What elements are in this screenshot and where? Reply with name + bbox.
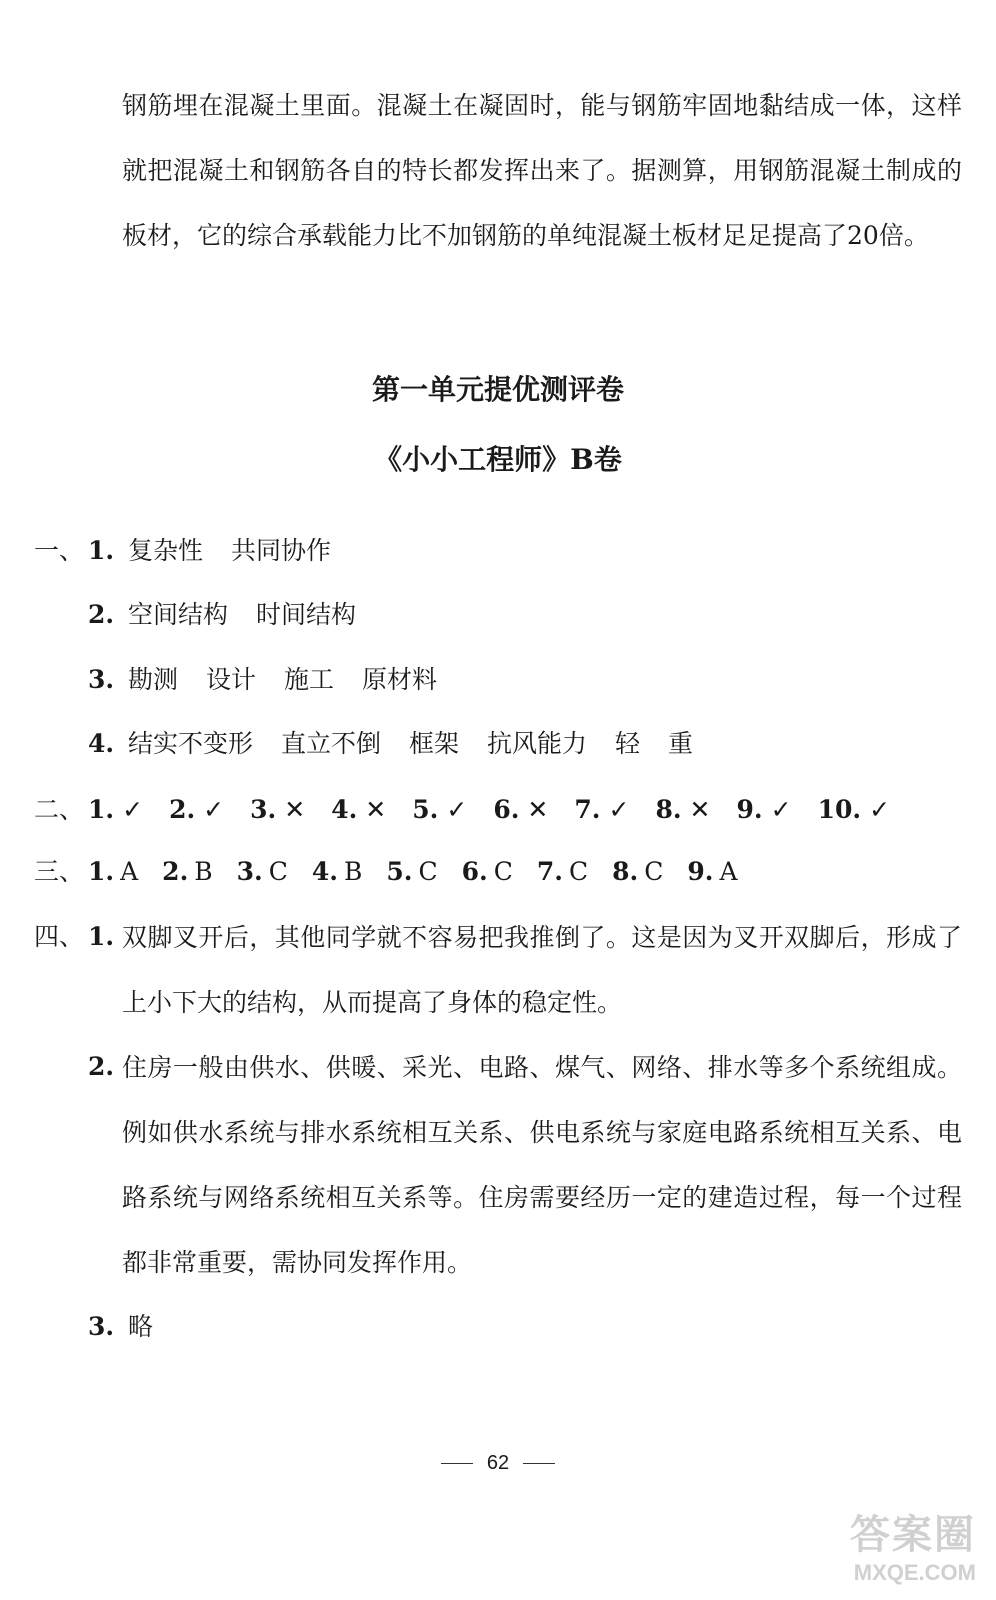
check-mark-icon: ✓	[122, 795, 144, 824]
answer: 轻	[615, 729, 641, 758]
watermark-logo: 答案圈 MXQE.COM	[850, 1513, 976, 1585]
s2-row	[34, 793, 974, 827]
answer: 共同协作	[230, 536, 331, 565]
answer: 空间结构	[127, 600, 228, 629]
check-mark-icon: ✓	[869, 795, 891, 824]
mc-item: 8. C	[612, 857, 664, 886]
item-number: 1.	[88, 922, 115, 951]
tf-item: 4. ✕	[331, 795, 387, 824]
answer: 复杂性	[127, 536, 203, 565]
answer: 原材料	[362, 665, 438, 694]
page-subtitle: 《小小工程师》B卷	[374, 443, 622, 476]
s1-item-3	[34, 663, 974, 697]
check-mark-icon: ✓	[770, 795, 792, 824]
s4-item-1-text: 双脚叉开后，其他同学就不容易把我推倒了。这是因为叉开双脚后，形成了上小下大的结构，从而提高了身体的稳定性。	[122, 923, 962, 1017]
answer: 直立不倒	[280, 729, 381, 758]
mc-item: 3. C	[236, 857, 288, 886]
s1-item-4	[34, 727, 974, 761]
item-number: 3.	[88, 1312, 115, 1341]
item-number: 3.	[88, 665, 115, 694]
s4-item-3	[34, 1310, 974, 1344]
tf-item: 3. ✕	[250, 795, 306, 824]
answer: 结实不变形	[127, 729, 253, 758]
mc-item: 6. C	[461, 857, 513, 886]
answer: 勘测	[127, 665, 178, 694]
tf-item: 9. ✓	[736, 795, 792, 824]
item-number: 1.	[88, 536, 115, 565]
cross-mark-icon: ✕	[527, 795, 549, 824]
s3-row	[34, 855, 974, 889]
mc-item: 9. A	[687, 857, 738, 886]
mc-item: 7. C	[536, 857, 589, 886]
cross-mark-icon: ✕	[689, 795, 711, 824]
s1-item-2	[34, 598, 974, 632]
cross-mark-icon: ✕	[365, 795, 387, 824]
tf-item: 5. ✓	[412, 795, 468, 824]
tf-item: 7. ✓	[574, 795, 630, 824]
section-label: 二、	[34, 795, 85, 824]
answer: 重	[668, 729, 694, 758]
tf-item: 10. ✓	[817, 795, 891, 824]
tf-item: 2. ✓	[169, 795, 225, 824]
s1-item-1	[34, 534, 974, 568]
tf-item: 1. ✓	[88, 795, 144, 824]
item-number: 2.	[88, 1052, 115, 1081]
check-mark-icon: ✓	[446, 795, 468, 824]
answer: 时间结构	[255, 600, 356, 629]
s4-item-2-text: 住房一般由供水、供暖、采光、电路、煤气、网络、排水等多个系统组成。例如供水系统与排水系统相互关系、供电系统与家庭电路系统相互关系、电路系统与网络系统相互关系等。住房需要经历一定的建造过程，每一个过程都非常重要，需协同发挥作用。	[122, 1053, 962, 1277]
item-number: 2.	[88, 600, 115, 629]
intro-paragraph: 钢筋埋在混凝土里面。混凝土在凝固时，能与钢筋牢固地黏结成一体，这样就把混凝土和钢筋各自的特长都发挥出来了。据测算，用钢筋混凝土制成的板材，它的综合承载能力比不加钢筋的单纯混凝土板材足足提高了20倍。	[122, 91, 962, 250]
answer: 施工	[283, 665, 334, 694]
cross-mark-icon: ✕	[284, 795, 306, 824]
section-label: 四、	[34, 922, 85, 951]
mc-item: 2. B	[162, 857, 213, 886]
tf-item: 8. ✕	[655, 795, 711, 824]
answer: 框架	[408, 729, 459, 758]
answer: 略	[127, 1312, 153, 1341]
page-number: 62	[0, 1452, 996, 1475]
answer: 抗风能力	[487, 729, 588, 758]
mc-item: 5. C	[386, 857, 438, 886]
mc-item: 4. B	[311, 857, 363, 886]
mc-item: 1. A	[88, 857, 139, 886]
section-label: 一、	[34, 536, 85, 565]
answer: 设计	[205, 665, 256, 694]
section-label: 三、	[34, 857, 85, 886]
check-mark-icon: ✓	[203, 795, 225, 824]
page-title: 第一单元提优测评卷	[371, 373, 624, 406]
check-mark-icon: ✓	[608, 795, 630, 824]
item-number: 4.	[88, 729, 115, 758]
tf-item: 6. ✕	[493, 795, 549, 824]
